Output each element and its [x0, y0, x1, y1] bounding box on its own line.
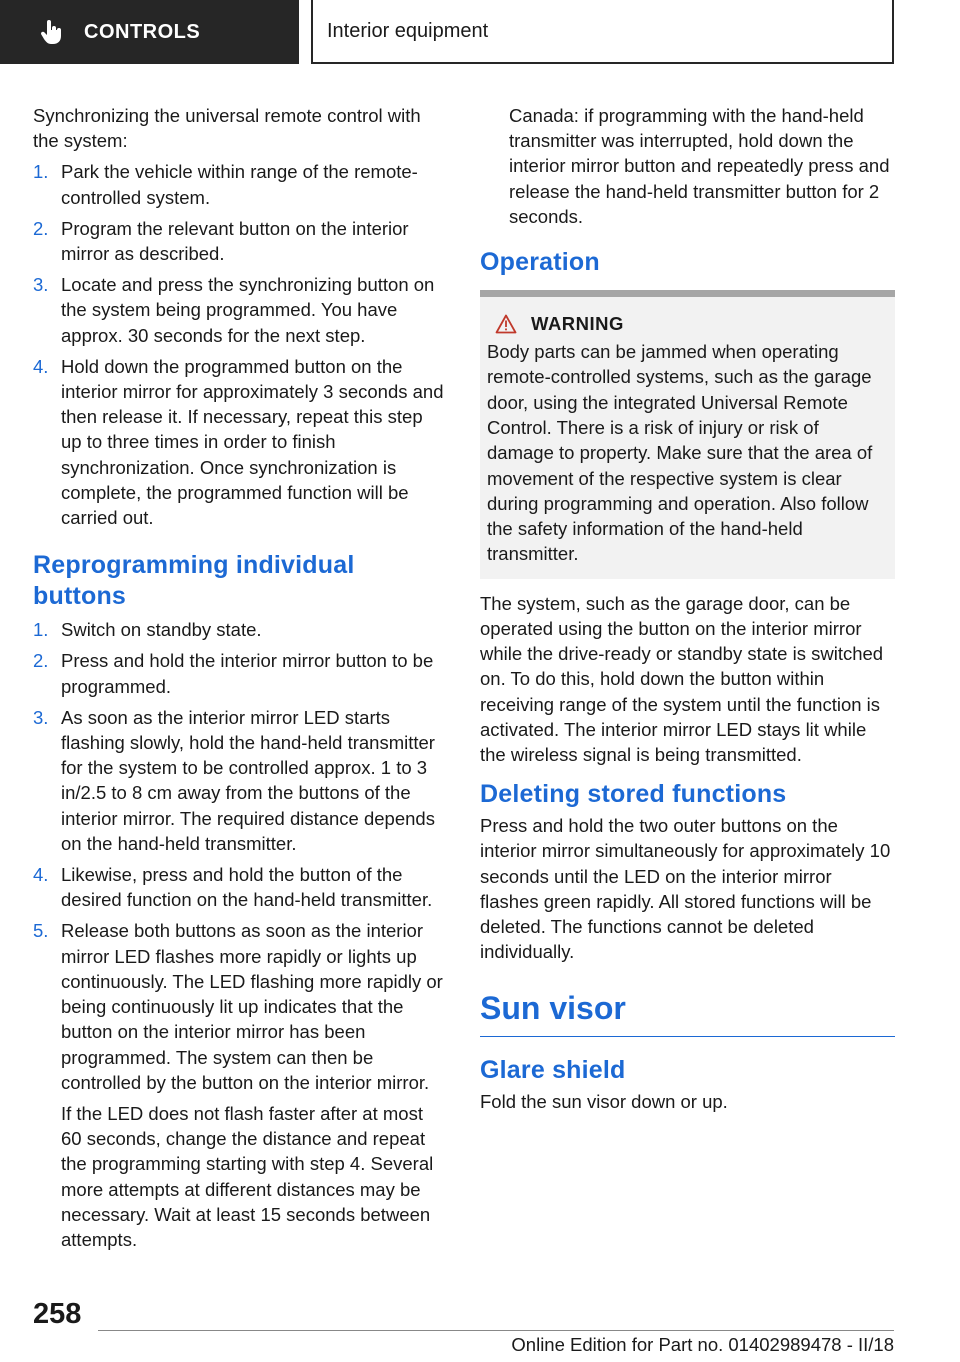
canada-note: Canada: if programming with the hand-held transmitter was interrupted, hold down the interior mirror button and repeatedly press and release the hand-held transmitter button for 2 seconds. [509, 105, 890, 227]
step-number: 5. [33, 920, 49, 942]
step-number: 2. [33, 650, 49, 672]
step-number: 3. [33, 706, 49, 728]
step-text: Press and hold the interior mirror button to be programmed. [61, 650, 434, 697]
deleting-heading: Deleting stored functions [480, 780, 787, 809]
operation-text: The system, such as the garage door, can be operated using the button on the interior mirror while the drive-ready or standby state is switched on. To do this, hold down the button within receiving range of the system until the function is activated. The interior mirror LED stays lit while the wireless signal is being transmitted. [480, 592, 884, 765]
sync-step [33, 159, 448, 209]
step-text: As soon as the interior mirror LED starts flashing slowly, hold the hand-held transmitter for the system to be controlled approx. 1 to 3 in/2.5 to 8 cm away from the buttons of the interior mirror. The required distance depends on the hand-held transmitter. [61, 706, 435, 854]
step-number: 4. [33, 355, 49, 377]
reprog-step [33, 648, 448, 698]
chapter-title-box [311, 0, 894, 64]
page-footer [0, 1290, 960, 1362]
warning-text: Body parts can be jammed when operating remote-controlled systems, such as the garage door, using the integrated Universal Remote Control. There is a risk of injury or risk of damage to property. Make sure that the area of movement of the respective system is clear during programming and operation. Also follow the safety information of the hand-held transmitter. [487, 341, 873, 565]
warning-box [480, 290, 895, 579]
sync-step [33, 354, 448, 530]
warning-triangle-icon [495, 314, 517, 334]
step-number: 4. [33, 864, 49, 886]
step-number: 1. [33, 619, 49, 641]
sync-step [33, 216, 448, 266]
step-text: Release both buttons as soon as the interior mirror LED flashes more rapidly or lights up continuously. The LED flashing more rapidly or being continuously lit up indicates that the button on the interior mirror has been programmed. The system can then be controlled by the button on the interior mirror. [61, 920, 443, 1093]
glare-text: Fold the sun visor down or up. [480, 1091, 728, 1113]
section-label: CONTROLS [84, 20, 201, 43]
glare-shield-heading: Glare shield [480, 1056, 626, 1085]
hand-pointer-icon [40, 19, 64, 45]
step-number: 2. [33, 217, 49, 239]
step-text: Hold down the programmed button on the interior mirror for approximately 3 seconds and then release it. If necessary, repeat this step up to three times in order to finish synchronization. Once synchronization is complete, the programmed function will be carried out. [61, 355, 444, 529]
step-number: 3. [33, 274, 49, 296]
left-column [33, 103, 448, 1258]
warning-label: WARNING [531, 313, 624, 335]
deleting-text: Press and hold the two outer buttons on the interior mirror simultaneously for approximately 10 seconds until the LED on the interior mirror flashes green rapidly. All stored functions will be deleted. The functions cannot be deleted individually. [480, 815, 891, 963]
step-text: Locate and press the synchronizing button on the system being programmed. You have approx. 30 seconds for the next step. [61, 274, 435, 346]
sync-steps-list [33, 159, 448, 530]
section-tab [0, 0, 299, 64]
step-text: Park the vehicle within range of the remote-controlled system. [61, 161, 418, 208]
step-number: 1. [33, 161, 49, 183]
sync-step [33, 272, 448, 348]
reprog-step [33, 862, 448, 912]
page-header [0, 0, 960, 66]
reprog-steps-list [33, 617, 448, 1252]
sun-visor-heading: Sun visor [480, 988, 895, 1037]
chapter-title: Interior equipment [327, 19, 489, 42]
step-text: Switch on standby state. [61, 619, 262, 641]
edition-text: Online Edition for Part no. 01402989478 - II/18 [511, 1334, 894, 1355]
reprog-step [33, 705, 448, 856]
reprog-step [33, 617, 448, 642]
sync-intro: Synchronizing the universal remote control with the system: [33, 105, 421, 152]
step5-note: If the LED does not flash faster after at most 60 seconds, change the distance and repeat the programming starting with step 4. Several more attempts at different distances may be necessary. Wait at least 15 seconds between attempts. [61, 1102, 434, 1250]
step-text: Program the relevant button on the interior mirror as described. [61, 217, 409, 265]
page-number: 258 [33, 1298, 82, 1330]
warning-header [487, 313, 887, 335]
footer-divider [98, 1330, 894, 1331]
step-text: Likewise, press and hold the button of the desired function on the hand-held transmitter. [61, 864, 433, 911]
operation-heading: Operation [480, 248, 600, 277]
right-column [480, 103, 895, 1115]
reprog-step [33, 918, 448, 1252]
reprogramming-heading: Reprogramming individual buttons [33, 551, 355, 611]
